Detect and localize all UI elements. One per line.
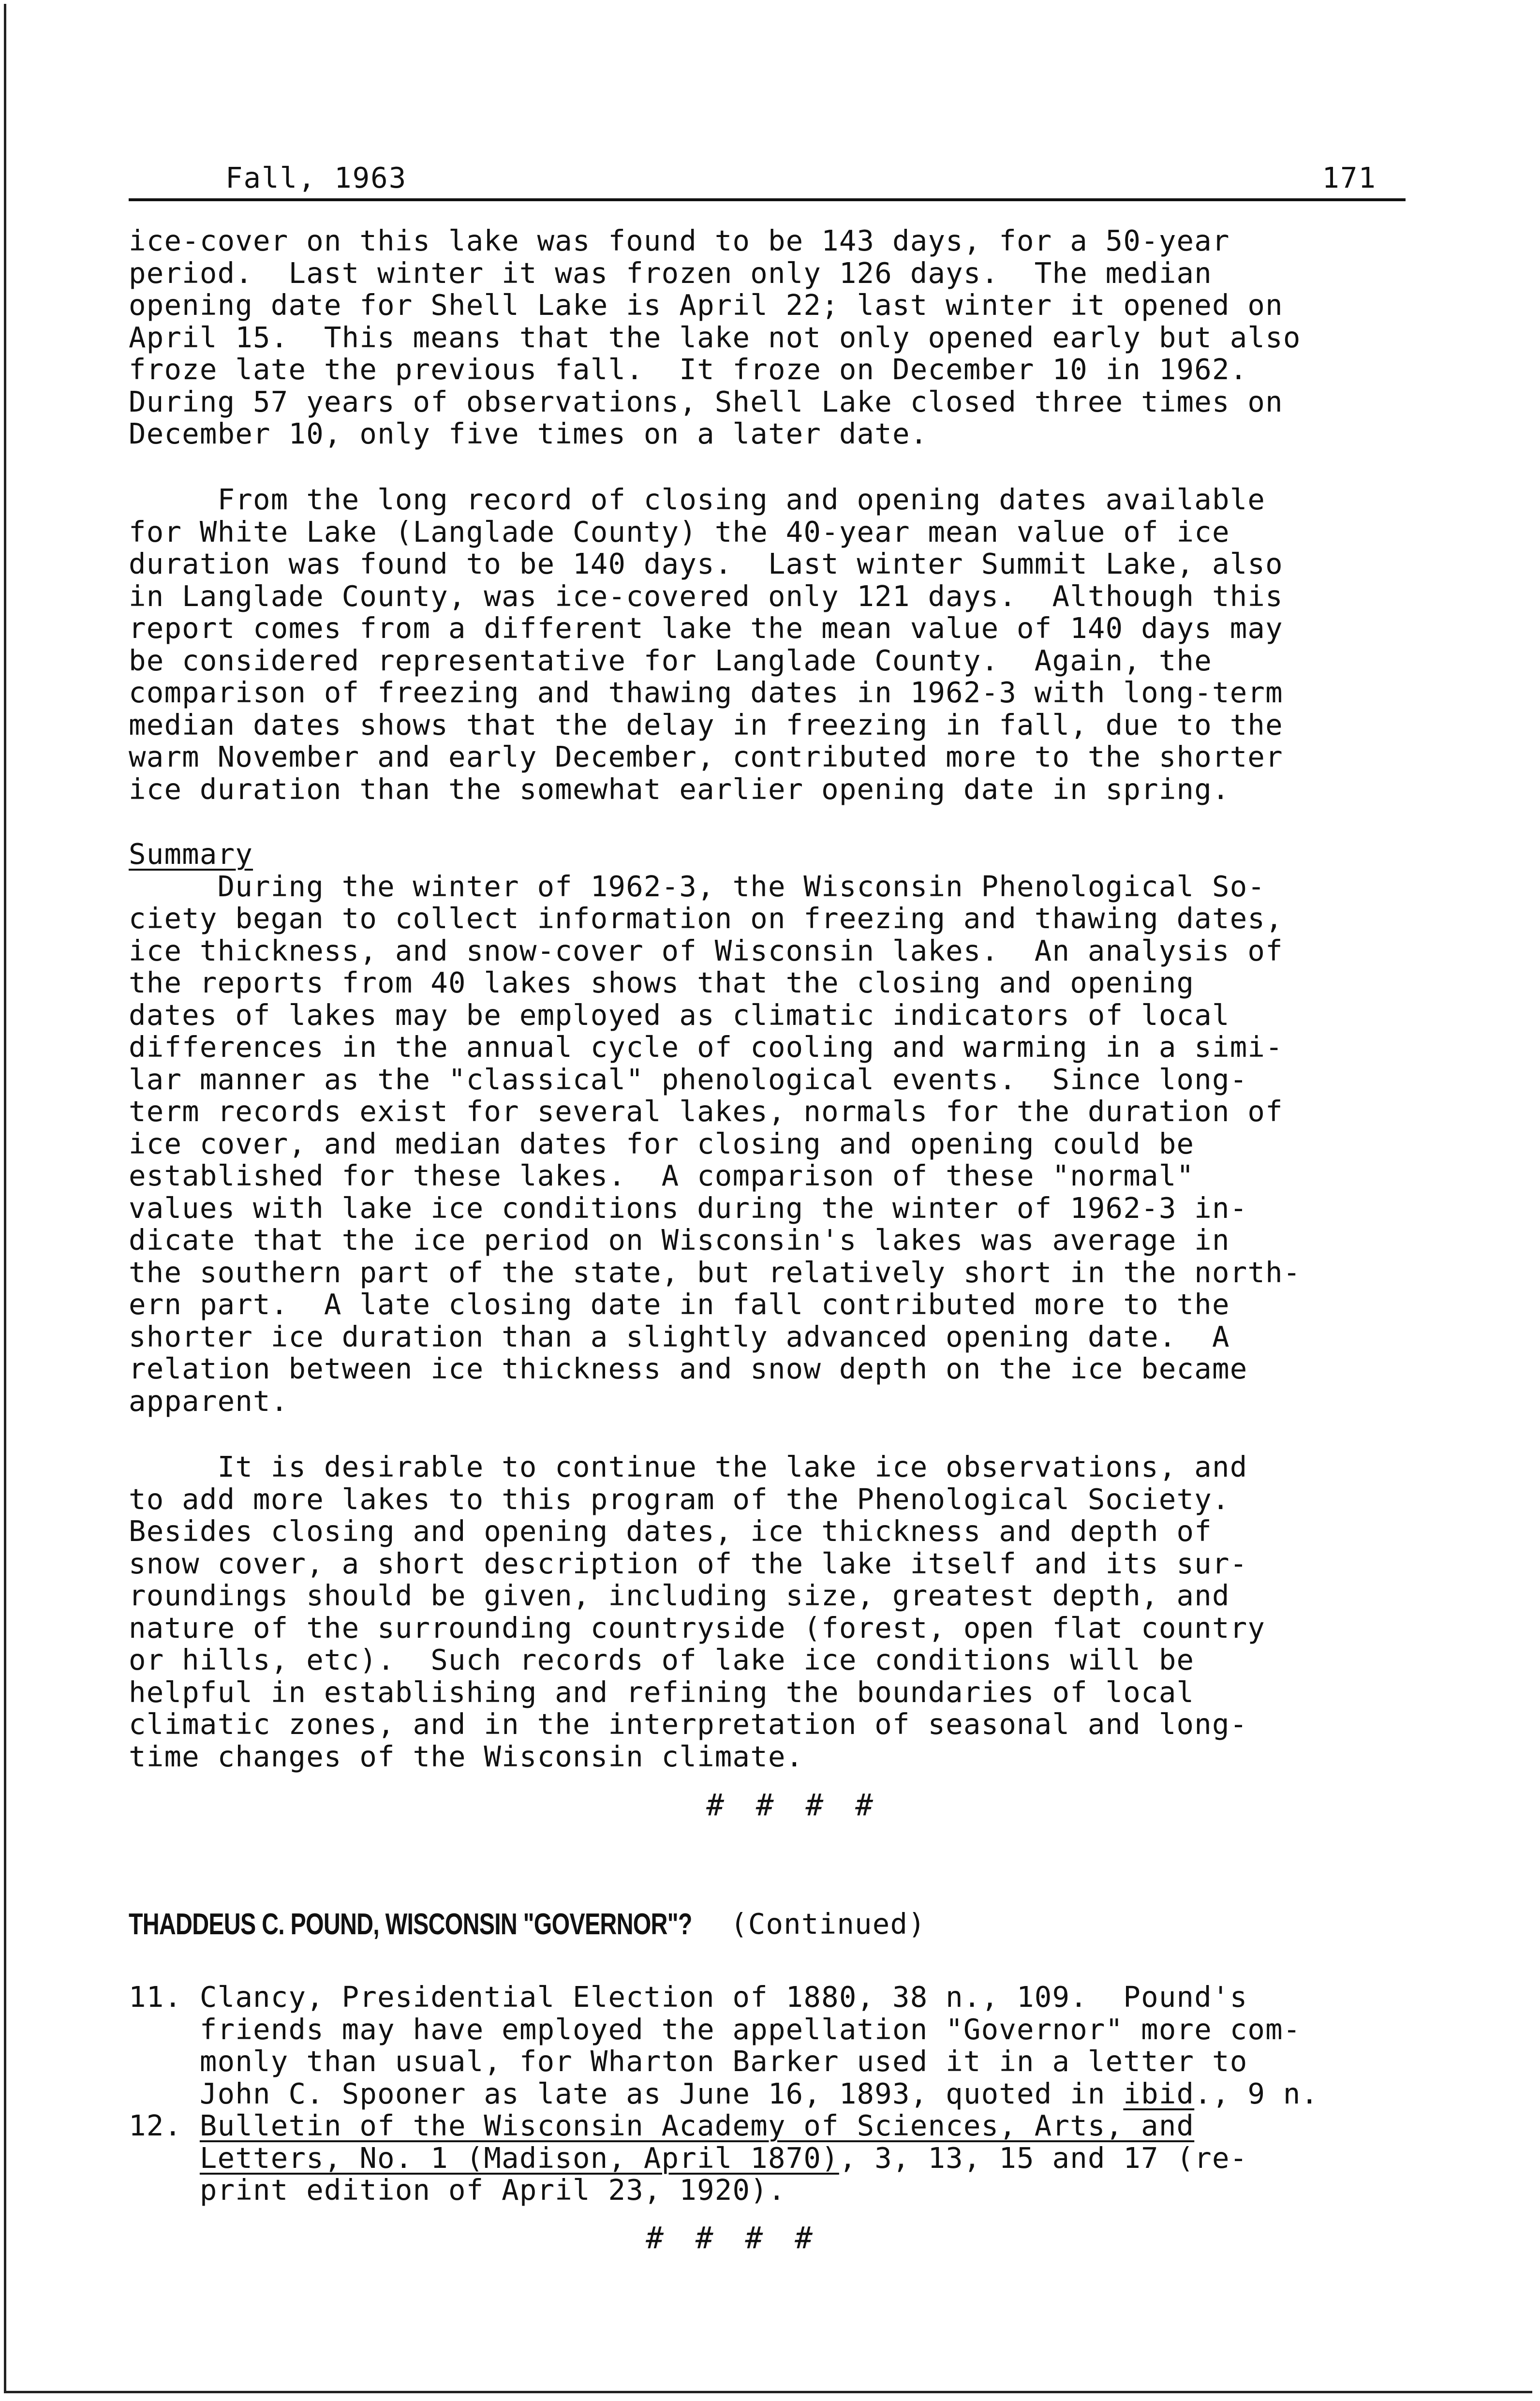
section-separator: # # # # <box>706 1787 880 1823</box>
text-line: established for these lakes. A comparison of these "normal" <box>129 1159 1195 1192</box>
text-line: apparent. <box>129 1384 289 1418</box>
footnote-line: John C. Spooner as late as June 16, 1893, quoted in ibid., 9 n. <box>129 2076 1319 2110</box>
text-line: lar manner as the "classical" phenological events. Since long- <box>129 1062 1248 1096</box>
text-line: During the winter of 1962-3, the Wisconsin Phenological So- <box>129 869 1266 903</box>
text-line: median dates shows that the delay in freezing in fall, due to the <box>129 708 1283 741</box>
text-line: values with lake ice conditions during the winter of 1962-3 in- <box>129 1191 1248 1225</box>
text-line: Besides closing and opening dates, ice thickness and depth of <box>129 1514 1212 1548</box>
summary-heading: Summary <box>129 837 253 871</box>
text-line: snow cover, a short description of the lake itself and its sur- <box>129 1546 1248 1580</box>
text-line: the reports from 40 lakes shows that the closing and opening <box>129 966 1195 999</box>
text-line: differences in the annual cycle of cooling and warming in a simi- <box>129 1030 1283 1064</box>
text-line: in Langlade County, was ice-covered only 121 days. Although this <box>129 579 1283 613</box>
text-line: From the long record of closing and opening dates available <box>129 483 1266 516</box>
text-line: warm November and early December, contributed more to the shorter <box>129 740 1283 773</box>
text-line: term records exist for several lakes, normals for the duration of <box>129 1095 1283 1128</box>
bulletin-citation: Bulletin of the Wisconsin Academy of Sciences, Arts, and <box>199 2109 1195 2142</box>
paragraph-shell-lake <box>129 225 1435 450</box>
text-line: During 57 years of observations, Shell Lake closed three times on <box>129 385 1283 418</box>
article-continued-label: (Continued) <box>730 1907 926 1941</box>
text-line: or hills, etc). Such records of lake ice conditions will be <box>129 1643 1195 1676</box>
ibid-citation: ibid <box>1123 2076 1195 2110</box>
summary-section <box>129 838 1435 1417</box>
paragraph-white-lake <box>129 484 1435 805</box>
text-line: nature of the surrounding countryside (forest, open flat country <box>129 1611 1266 1645</box>
footnote-line: Letters, No. 1 (Madison, April 1870), 3, 13, 15 and 17 (re- <box>199 2141 1248 2175</box>
footnote-line: 12. Bulletin of the Wisconsin Academy of Sciences, Arts, and <box>129 2109 1195 2142</box>
footnote-line: friends may have employed the appellation "Governor" more com- <box>129 2012 1301 2046</box>
text-line: be considered representative for Langlade County. Again, the <box>129 643 1212 677</box>
text-line: roundings should be given, including size, greatest depth, and <box>129 1579 1230 1612</box>
text-line: It is desirable to continue the lake ice observations, and <box>129 1450 1248 1483</box>
footnote-line: 11. Clancy, Presidential Election of 1880, 38 n., 109. Pound's <box>129 1980 1248 2014</box>
text-line: helpful in establishing and refining the boundaries of local <box>129 1675 1195 1709</box>
paragraph-recommendation <box>129 1451 1435 1773</box>
text-line: relation between ice thickness and snow depth on the ice became <box>129 1352 1248 1385</box>
page-number: 171 <box>1322 161 1377 194</box>
end-mark: # # # # <box>646 2220 820 2255</box>
text-line: to add more lakes to this program of the Phenological Society. <box>129 1482 1230 1516</box>
text-line: duration was found to be 140 days. Last winter Summit Lake, also <box>129 547 1283 580</box>
text-line: December 10, only five times on a later date. <box>129 417 928 450</box>
text-line: ice thickness, and snow-cover of Wisconsin lakes. An analysis of <box>129 934 1283 967</box>
text-line: ice duration than the somewhat earlier opening date in spring. <box>129 772 1230 806</box>
bulletin-citation-cont: Letters, No. 1 (Madison, April 1870) <box>199 2141 839 2175</box>
text-line: opening date for Shell Lake is April 22; last winter it opened on <box>129 288 1283 322</box>
text-line: April 15. This means that the lake not only opened early but also <box>129 320 1301 354</box>
running-header <box>129 160 1406 201</box>
text-line: froze late the previous fall. It froze on December 10 in 1962. <box>129 353 1248 386</box>
text-line: period. Last winter it was frozen only 126 days. The median <box>129 256 1212 290</box>
text-line: ern part. A late closing date in fall contributed more to the <box>129 1288 1230 1321</box>
text-line: report comes from a different lake the mean value of 140 days may <box>129 611 1283 645</box>
text-line: time changes of the Wisconsin climate. <box>129 1739 804 1773</box>
text-line: for White Lake (Langlade County) the 40-year mean value of ice <box>129 515 1230 548</box>
text-line: comparison of freezing and thawing dates in 1962-3 with long-term <box>129 676 1283 709</box>
issue-label: Fall, 1963 <box>225 161 407 194</box>
text-line: ciety began to collect information on freezing and thawing dates, <box>129 902 1283 935</box>
footnote-line: print edition of April 23, 1920). <box>129 2173 786 2207</box>
text-line: ice-cover on this lake was found to be 143 days, for a 50-year <box>129 224 1230 257</box>
text-line: climatic zones, and in the interpretation of seasonal and long- <box>129 1707 1248 1741</box>
text-line: dicate that the ice period on Wisconsin's lakes was average in <box>129 1223 1230 1257</box>
text-line: dates of lakes may be employed as climatic indicators of local <box>129 998 1230 1032</box>
text-line: ice cover, and median dates for closing and opening could be <box>129 1126 1195 1160</box>
text-line: the southern part of the state, but relatively short in the north- <box>129 1255 1301 1289</box>
text-line: shorter ice duration than a slightly advanced opening date. A <box>129 1319 1230 1353</box>
footnote-line: monly than usual, for Wharton Barker used it in a letter to <box>129 2045 1248 2078</box>
footnotes <box>129 1981 1435 2207</box>
article-title: THADDEUS C. POUND, WISCONSIN "GOVERNOR"? <box>129 1908 692 1941</box>
